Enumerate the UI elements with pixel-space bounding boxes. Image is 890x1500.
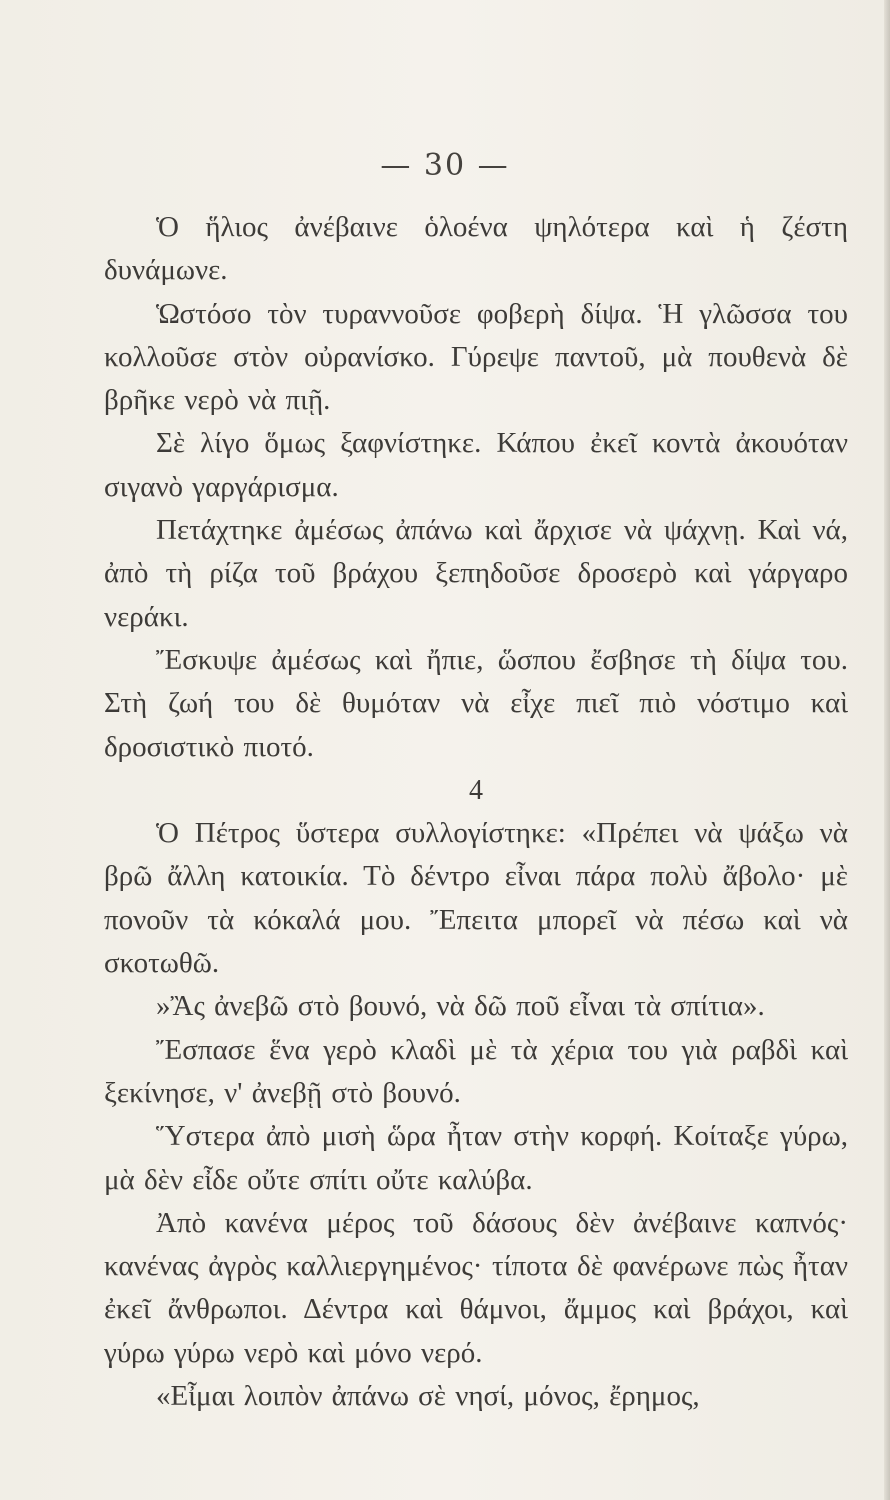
paragraph: Ὁ ἥλιος ἀνέβαινε ὁλοένα ψηλότερα καὶ ἡ ζέστη δυνάμωνε.	[104, 211, 848, 287]
paragraph: Πετάχτηκε ἀμέσως ἀπάνω καὶ ἄρχισε νὰ ψάχνῃ. Καὶ νά, ἀπὸ τὴ ρίζα τοῦ βράχου ξεπηδοῦσε δροσερὸ καὶ γάργαρο νεράκι.	[104, 514, 848, 633]
paragraph: Ἔσπασε ἕνα γερὸ κλαδὶ μὲ τὰ χέρια του γιὰ ραβδὶ καὶ ξεκίνησε, ν' ἀνεβῇ στὸ βουνό.	[104, 1033, 848, 1109]
paragraph: Ἔσκυψε ἀμέσως καὶ ἤπιε, ὥσπου ἔσβησε τὴ δίψα του. Στὴ ζωή του δὲ θυμόταν νὰ εἶχε πιεῖ πιὸ νόστιμο καὶ δροσιστικὸ πιοτό.	[104, 643, 848, 763]
paragraph: Ὕστερα ἀπὸ μισὴ ὥρα ἦταν στὴν κορφή. Κοίταξε γύρω, μὰ δὲν εἶδε οὔτε σπίτι οὔτε καλύβα.	[104, 1120, 848, 1196]
paragraph: »Ἂς ἀνεβῶ στὸ βουνό, νὰ δῶ ποῦ εἶναι τὰ σπίτια».	[156, 990, 765, 1023]
page-edge	[884, 0, 890, 1500]
paragraph: Ἀπὸ κανένα μέρος τοῦ δάσους δὲν ἀνέβαινε καπνός· κανένας ἀγρὸς καλλιεργημένος· τίποτα δὲ φανέρωνε πὼς ἦταν ἐκεῖ ἄνθρωποι. Δέντρα καὶ θάμνοι, ἄμμος καὶ βράχοι, καὶ γύρω γύρω νερὸ καὶ μόνο νερό.	[104, 1206, 848, 1369]
paragraph: Ὁ Πέτρος ὕστερα συλλογίστηκε: «Πρέπει νὰ ψάξω νὰ βρῶ ἄλλη κατοικία. Τὸ δέντρο εἶναι πάρα πολὺ ἄβολο· μὲ πονοῦν τὰ κόκαλά μου. Ἔπειτα μπορεῖ νὰ πέσω καὶ νὰ σκοτωθῶ.	[104, 817, 848, 980]
page-number: — 30 —	[380, 148, 510, 183]
body-text	[104, 206, 848, 1418]
section-number: 4	[469, 774, 483, 806]
paragraph: «Εἶμαι λοιπὸν ἀπάνω σὲ νησί, μόνος, ἔρημος,	[156, 1380, 700, 1413]
paragraph: Σὲ λίγο ὅμως ξαφνίστηκε. Κάπου ἐκεῖ κοντὰ ἀκουόταν σιγανὸ γαργάρισμα.	[104, 427, 848, 503]
paragraph: Ὡστόσο τὸν τυραννοῦσε φοβερὴ δίψα. Ἡ γλῶσσα του κολλοῦσε στὸν οὐρανίσκο. Γύρεψε παντοῦ, μὰ πουθενὰ δὲ βρῆκε νερὸ νὰ πιῇ.	[104, 297, 848, 417]
